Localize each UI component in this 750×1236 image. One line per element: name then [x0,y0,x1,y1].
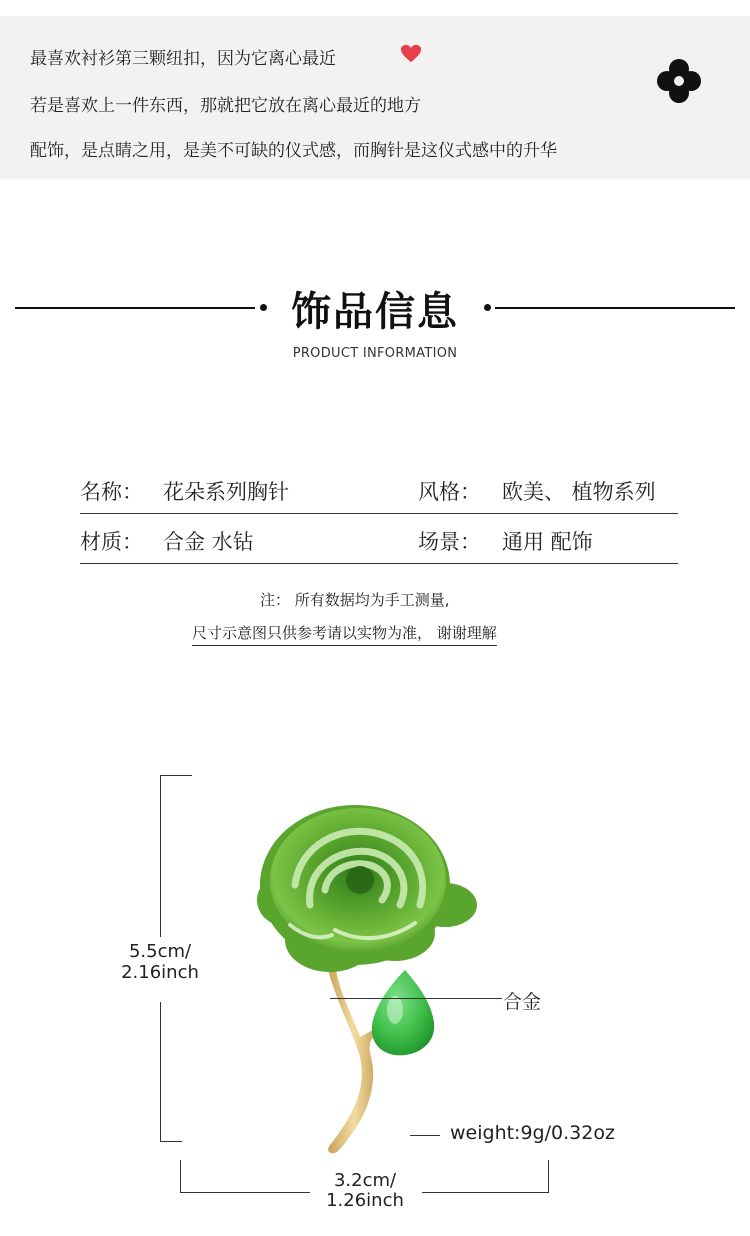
height-dimension-line-bottom [160,1002,161,1141]
spec-name-value: 花朵系列胸针 [163,480,289,504]
spec-divider-1 [80,513,678,514]
material-callout-line [330,998,502,999]
note-line-1: 注： 所有数据均为手工测量, [260,591,450,609]
weight-callout-line [410,1135,440,1136]
spec-style-value: 欧美、 植物系列 [502,480,656,504]
width-cm-label: 3.2cm/ [333,1170,397,1191]
height-dimension-line-top [160,775,161,937]
spec-style-label: 风格： [418,480,481,504]
spec-divider-2 [80,563,678,564]
header-dot-right [484,304,491,311]
height-inch-label: 2.16inch [121,962,199,983]
intro-line-2: 若是喜欢上一件东西，那就把它放在离心最近的地方 [30,96,421,116]
height-dimension-tick-top [160,775,192,776]
width-dimension-line-left [180,1192,310,1193]
section-subtitle: PRODUCT INFORMATION [292,346,458,361]
width-dimension-tick-left [180,1160,181,1193]
spec-name-label: 名称： [80,480,143,504]
four-petal-flower-icon [655,57,703,105]
heart-icon [400,43,422,65]
spec-material-label: 材质： [80,530,143,554]
width-inch-label: 1.26inch [326,1190,404,1211]
section-title: 饰品信息 [291,289,459,335]
width-dimension-line-right [422,1192,549,1193]
intro-line-1: 最喜欢衬衫第三颗纽扣，因为它离心最近 [30,49,336,69]
spec-scene-value: 通用 配饰 [502,530,593,554]
material-callout-label: 合金 [503,991,542,1013]
weight-label: weight:9g/0.32oz [450,1122,615,1144]
header-rule-right [495,307,735,309]
height-cm-label: 5.5cm/ [128,941,192,962]
height-dimension-tick-bottom [160,1141,182,1142]
intro-line-3: 配饰，是点睛之用，是美不可缺的仪式感，而胸针是这仪式感中的升华 [30,141,557,161]
width-dimension-tick-right [548,1160,549,1193]
spec-material-value: 合金 水钻 [163,530,254,554]
note-line-2: 尺寸示意图只供参考请以实物为准， 谢谢理解 [192,622,497,646]
flower-brooch-image [250,765,500,1165]
spec-scene-label: 场景： [418,530,481,554]
